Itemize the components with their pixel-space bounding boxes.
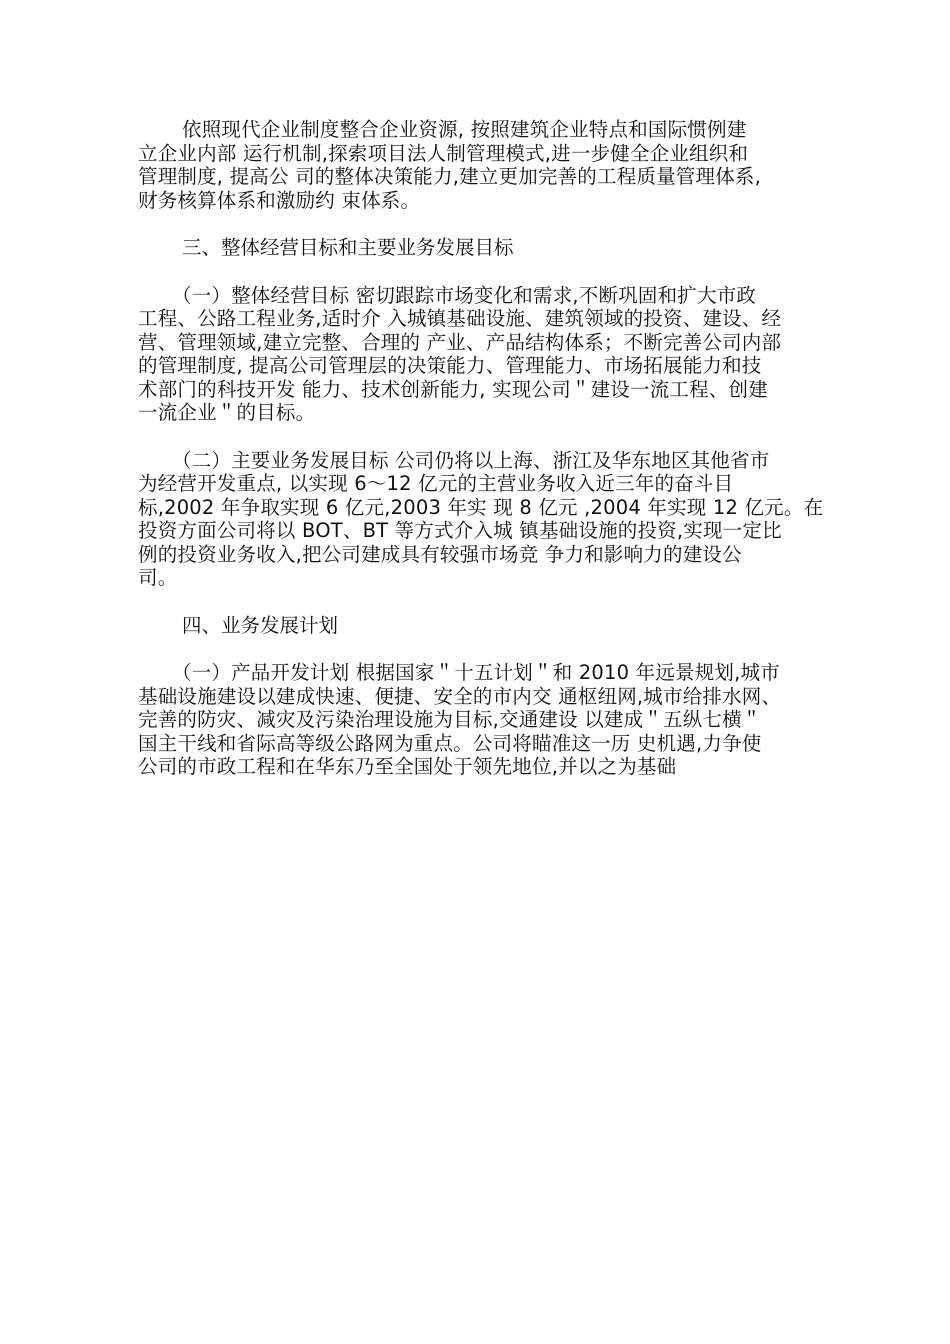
paragraph-product-plan [138, 661, 842, 779]
document-body [138, 118, 842, 803]
section-heading-4: 四、业务发展计划 [182, 613, 339, 637]
paragraph-business-goal [138, 449, 842, 590]
text-line: （二）主要业务发展目标 公司仍将以上海、浙江及华东地区其他省市 [172, 448, 770, 472]
text-line: （一）整体经营目标 密切跟踪市场变化和需求,不断巩固和扩大市政 [172, 283, 757, 307]
text-line: 投资方面公司将以 BOT、BT 等方式介入城 镇基础设施的投资,实现一定比 [138, 519, 782, 542]
text-line: 管理制度, 提高公 司的整体决策能力,建立更加完善的工程质量管理体系, [138, 165, 761, 188]
text-line: 营、管理领域,建立完整、合理的 产业、产品结构体系；不断完善公司内部 [138, 330, 782, 354]
text-line: 标,2002 年争取实现 6 亿元,2003 年实 现 8 亿元 ,2004 年实现 12 亿元。在 [138, 495, 824, 519]
text-line: 国主干线和省际高等级公路网为重点。公司将瞄准这一历 史机遇,力争使 [138, 731, 762, 755]
text-line: 为经营开发重点, 以实现 6～12 亿元的主营业务收入近三年的奋斗目 [138, 472, 734, 495]
text-line: 基础设施建设以建成快速、便捷、安全的市内交 通枢纽网,城市给排水网、 [138, 684, 782, 708]
text-line: 术部门的科技开发 能力、技术创新能力, 实现公司＂建设一流工程、创建 [138, 377, 768, 401]
text-line: 财务核算体系和激励约 束体系。 [138, 188, 421, 212]
section-heading-3: 三、整体经营目标和主要业务发展目标 [182, 236, 514, 259]
text-line: （一）产品开发计划 根据国家＂十五计划＂和 2010 年远景规划,城市 [172, 661, 780, 684]
text-line: 立企业内部 运行机制,探索项目法人制管理模式,进一步健全企业组织和 [138, 141, 749, 165]
text-line: 一流企业＂的目标。 [138, 401, 316, 424]
text-line: 例的投资业务收入,把公司建成具有较强市场竞 争力和影响力的建设公 [138, 542, 742, 566]
text-line: 公司的市政工程和在华东乃至全国处于领先地位,并以之为基础 [138, 755, 677, 778]
text-line: 的管理制度, 提高公司管理层的决策能力、管理能力、市场拓展能力和技 [138, 354, 762, 377]
text-line: 依照现代企业制度整合企业资源, 按照建筑企业特点和国际惯例建 [182, 118, 747, 141]
text-line: 完善的防灾、减灾及污染治理设施为目标,交通建设 以建成＂五纵七横＂ [138, 708, 762, 731]
text-line: 司。 [138, 566, 178, 589]
text-line: 工程、公路工程业务,适时介 入城镇基础设施、建筑领域的投资、建设、经 [138, 307, 782, 330]
paragraph-overall-goal [138, 284, 842, 425]
paragraph-enterprise-system [138, 118, 842, 212]
